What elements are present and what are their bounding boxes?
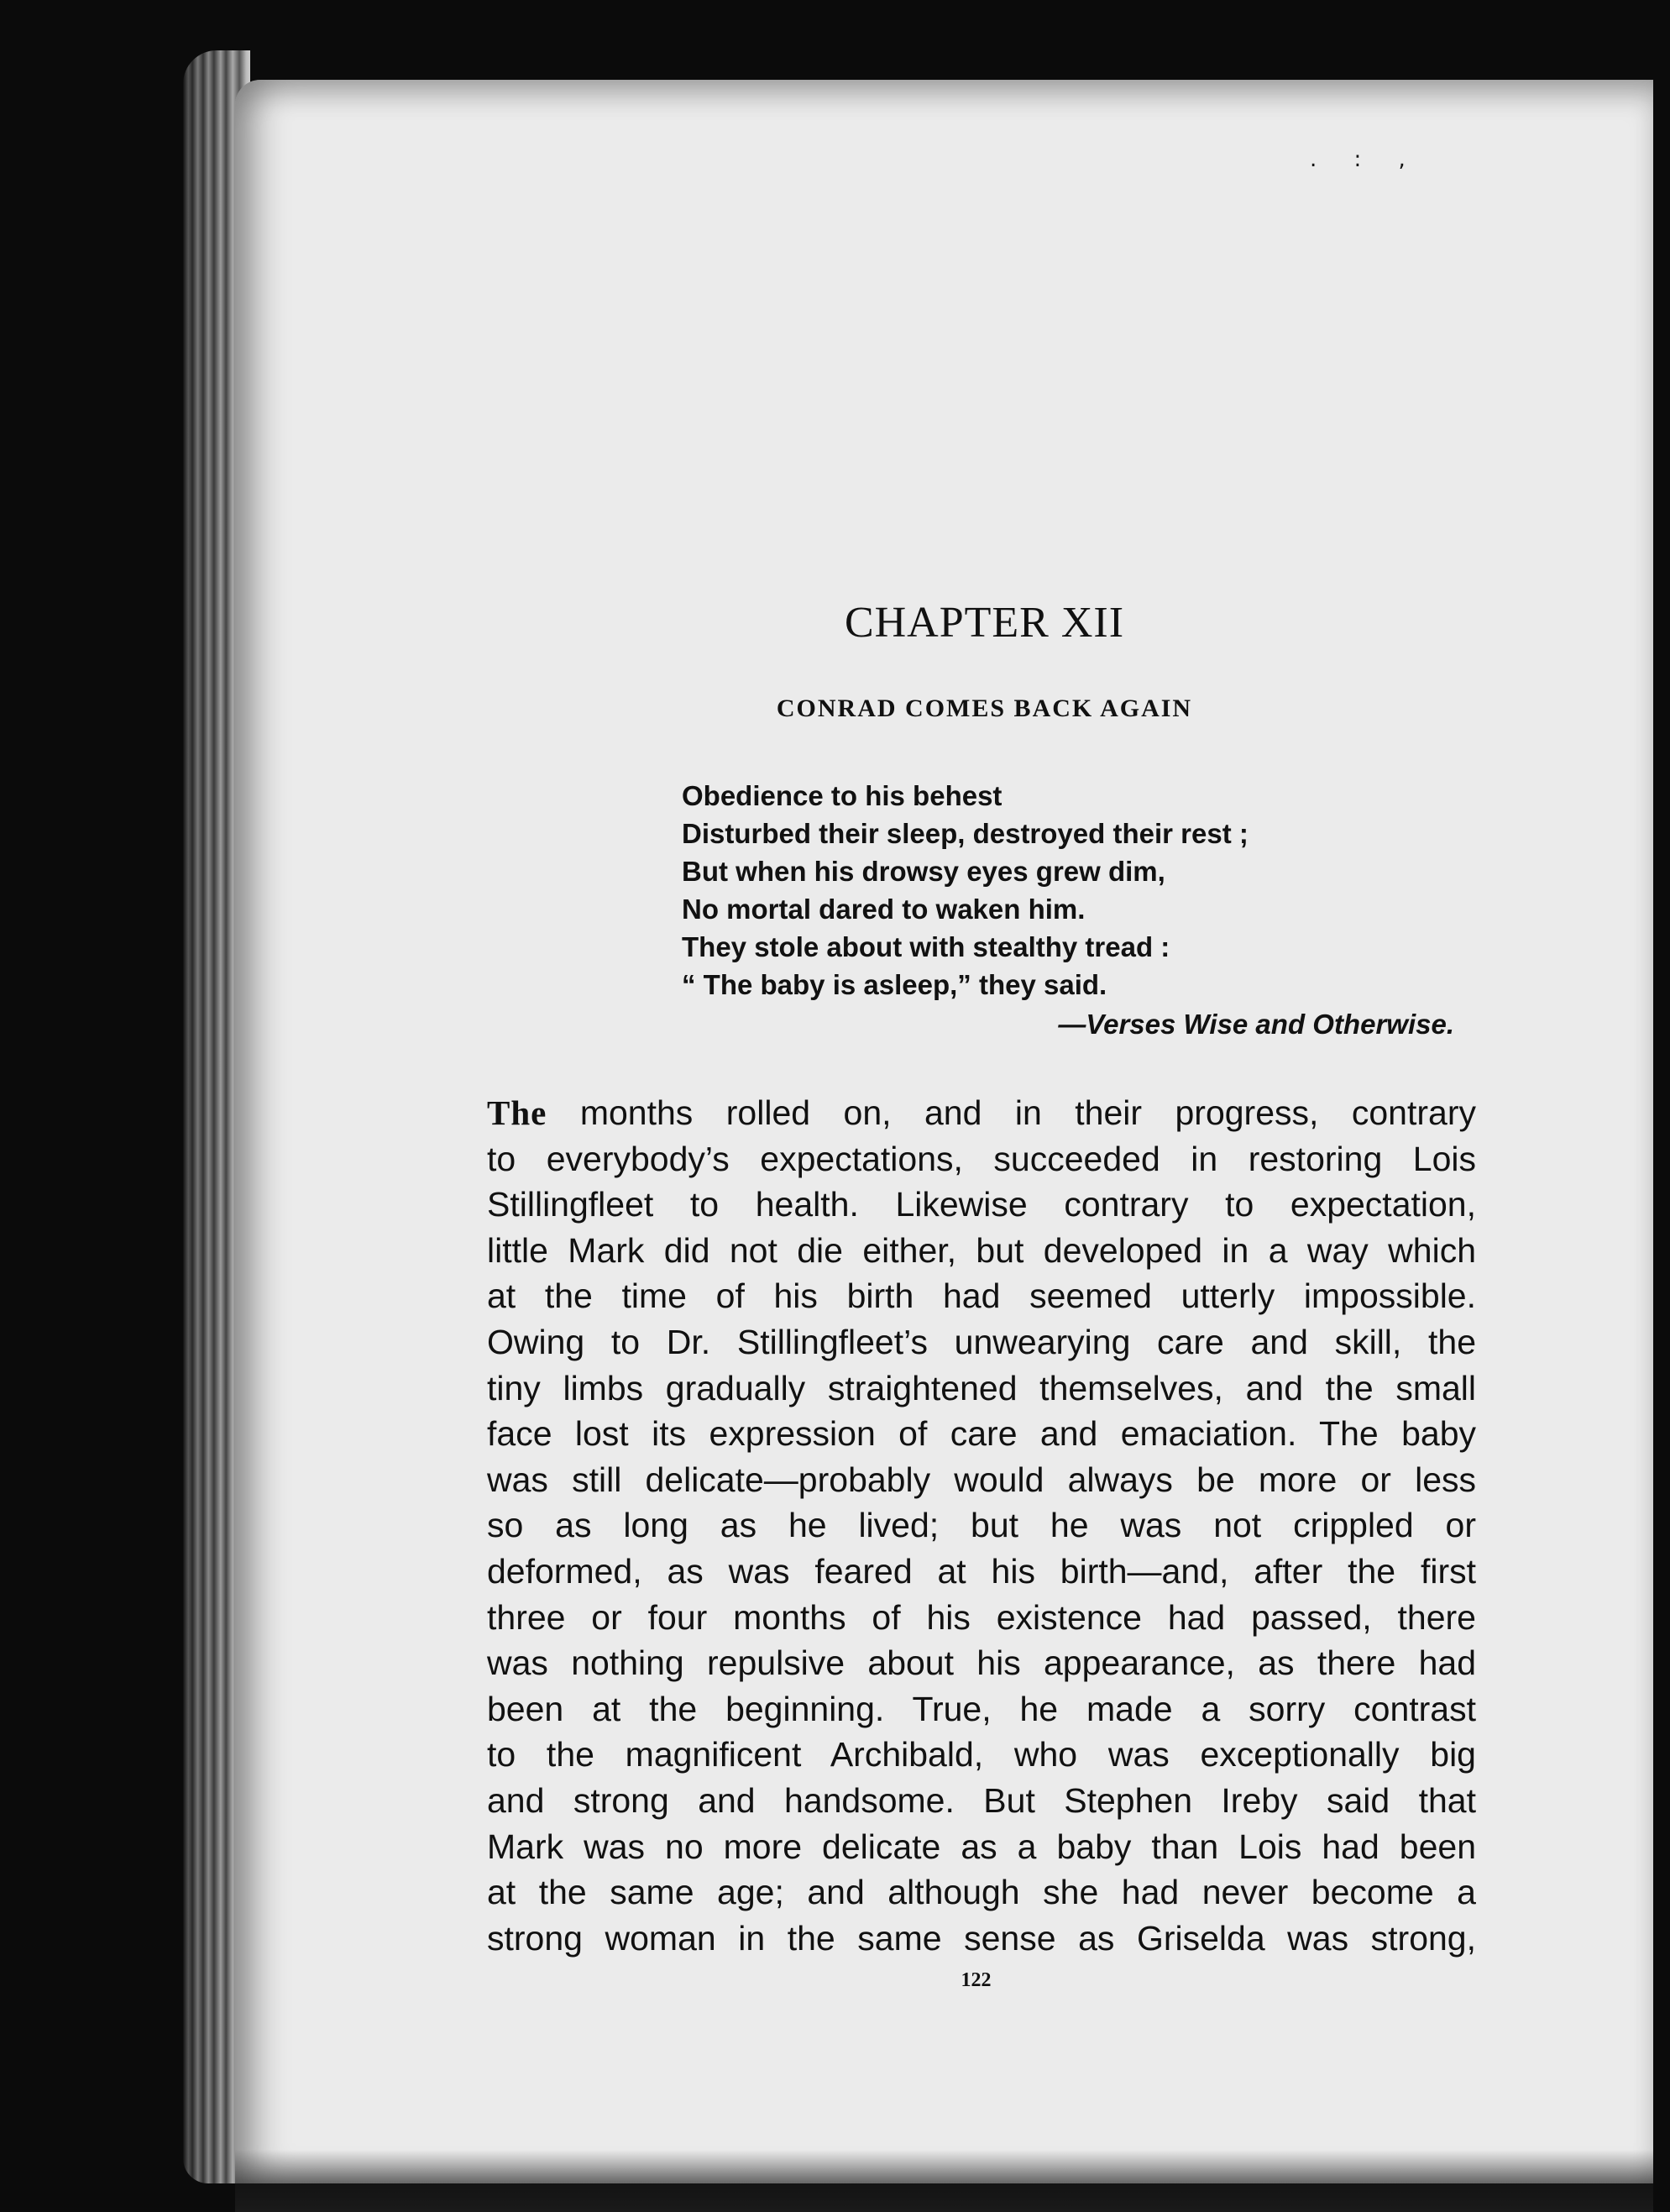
body-line: to the magnificent Archibald, who was exceptionally big bbox=[487, 1735, 1476, 1774]
body-line: Mark was no more delicate as a baby than Lois had been bbox=[487, 1827, 1476, 1866]
scan-specks: . : , bbox=[1310, 147, 1421, 172]
chapter-title: CHAPTER XII bbox=[844, 599, 1125, 647]
body-line-text: months rolled on, and in their progress, contrary bbox=[547, 1093, 1476, 1132]
body-line bbox=[487, 1090, 1476, 1136]
body-line: deformed, as was feared at his birth—and, after the first bbox=[487, 1551, 1476, 1591]
body-line: was nothing repulsive about his appearance, as there had bbox=[487, 1643, 1476, 1683]
body-line: three or four months of his existence had passed, there bbox=[487, 1597, 1476, 1637]
epigraph bbox=[682, 777, 1454, 1043]
body-line: tiny limbs gradually straightened themselves, and the small bbox=[487, 1368, 1476, 1407]
body-line: little Mark did not die either, but developed in a way which bbox=[487, 1230, 1476, 1270]
body-line: Owing to Dr. Stillingfleet’s unwearying care and skill, the bbox=[487, 1322, 1476, 1361]
lead-word: The bbox=[487, 1093, 547, 1132]
epigraph-line: Disturbed their sleep, destroyed their rest ; bbox=[682, 818, 1249, 849]
epigraph-line: No mortal dared to waken him. bbox=[682, 894, 1086, 925]
body-line: to everybody’s expectations, succeeded in restoring Lois bbox=[487, 1139, 1476, 1178]
body-line: so as long as he lived; but he was not crippled or bbox=[487, 1506, 1476, 1545]
body-paragraph bbox=[487, 1090, 1476, 1961]
epigraph-line: But when his drowsy eyes grew dim, bbox=[682, 856, 1165, 887]
body-line: Stillingfleet to health. Likewise contrary to expectation, bbox=[487, 1185, 1476, 1224]
body-line: at the same age; and although she had never become a bbox=[487, 1873, 1476, 1912]
body-line: been at the beginning. True, he made a sorry contrast bbox=[487, 1689, 1476, 1728]
epigraph-line: Obedience to his behest bbox=[682, 780, 1003, 811]
page-number: 122 bbox=[961, 1969, 992, 1991]
body-line: face lost its expression of care and emaciation. The baby bbox=[487, 1414, 1476, 1454]
body-line: was still delicate—probably would always be more or less bbox=[487, 1460, 1476, 1499]
body-line: at the time of his birth had seemed utterly impossible. bbox=[487, 1276, 1476, 1316]
chapter-subtitle: CONRAD COMES BACK AGAIN bbox=[776, 695, 1193, 722]
epigraph-line: “ The baby is asleep,” they said. bbox=[682, 969, 1107, 1000]
body-line: and strong and handsome. But Stephen Ireby said that bbox=[487, 1780, 1476, 1820]
body-line: strong woman in the same sense as Griselda was strong, bbox=[487, 1918, 1476, 1958]
page-bottom-edge bbox=[235, 2150, 1653, 2212]
epigraph-attribution: —Verses Wise and Otherwise. bbox=[1058, 1009, 1454, 1040]
epigraph-line: They stole about with stealthy tread : bbox=[682, 931, 1170, 962]
